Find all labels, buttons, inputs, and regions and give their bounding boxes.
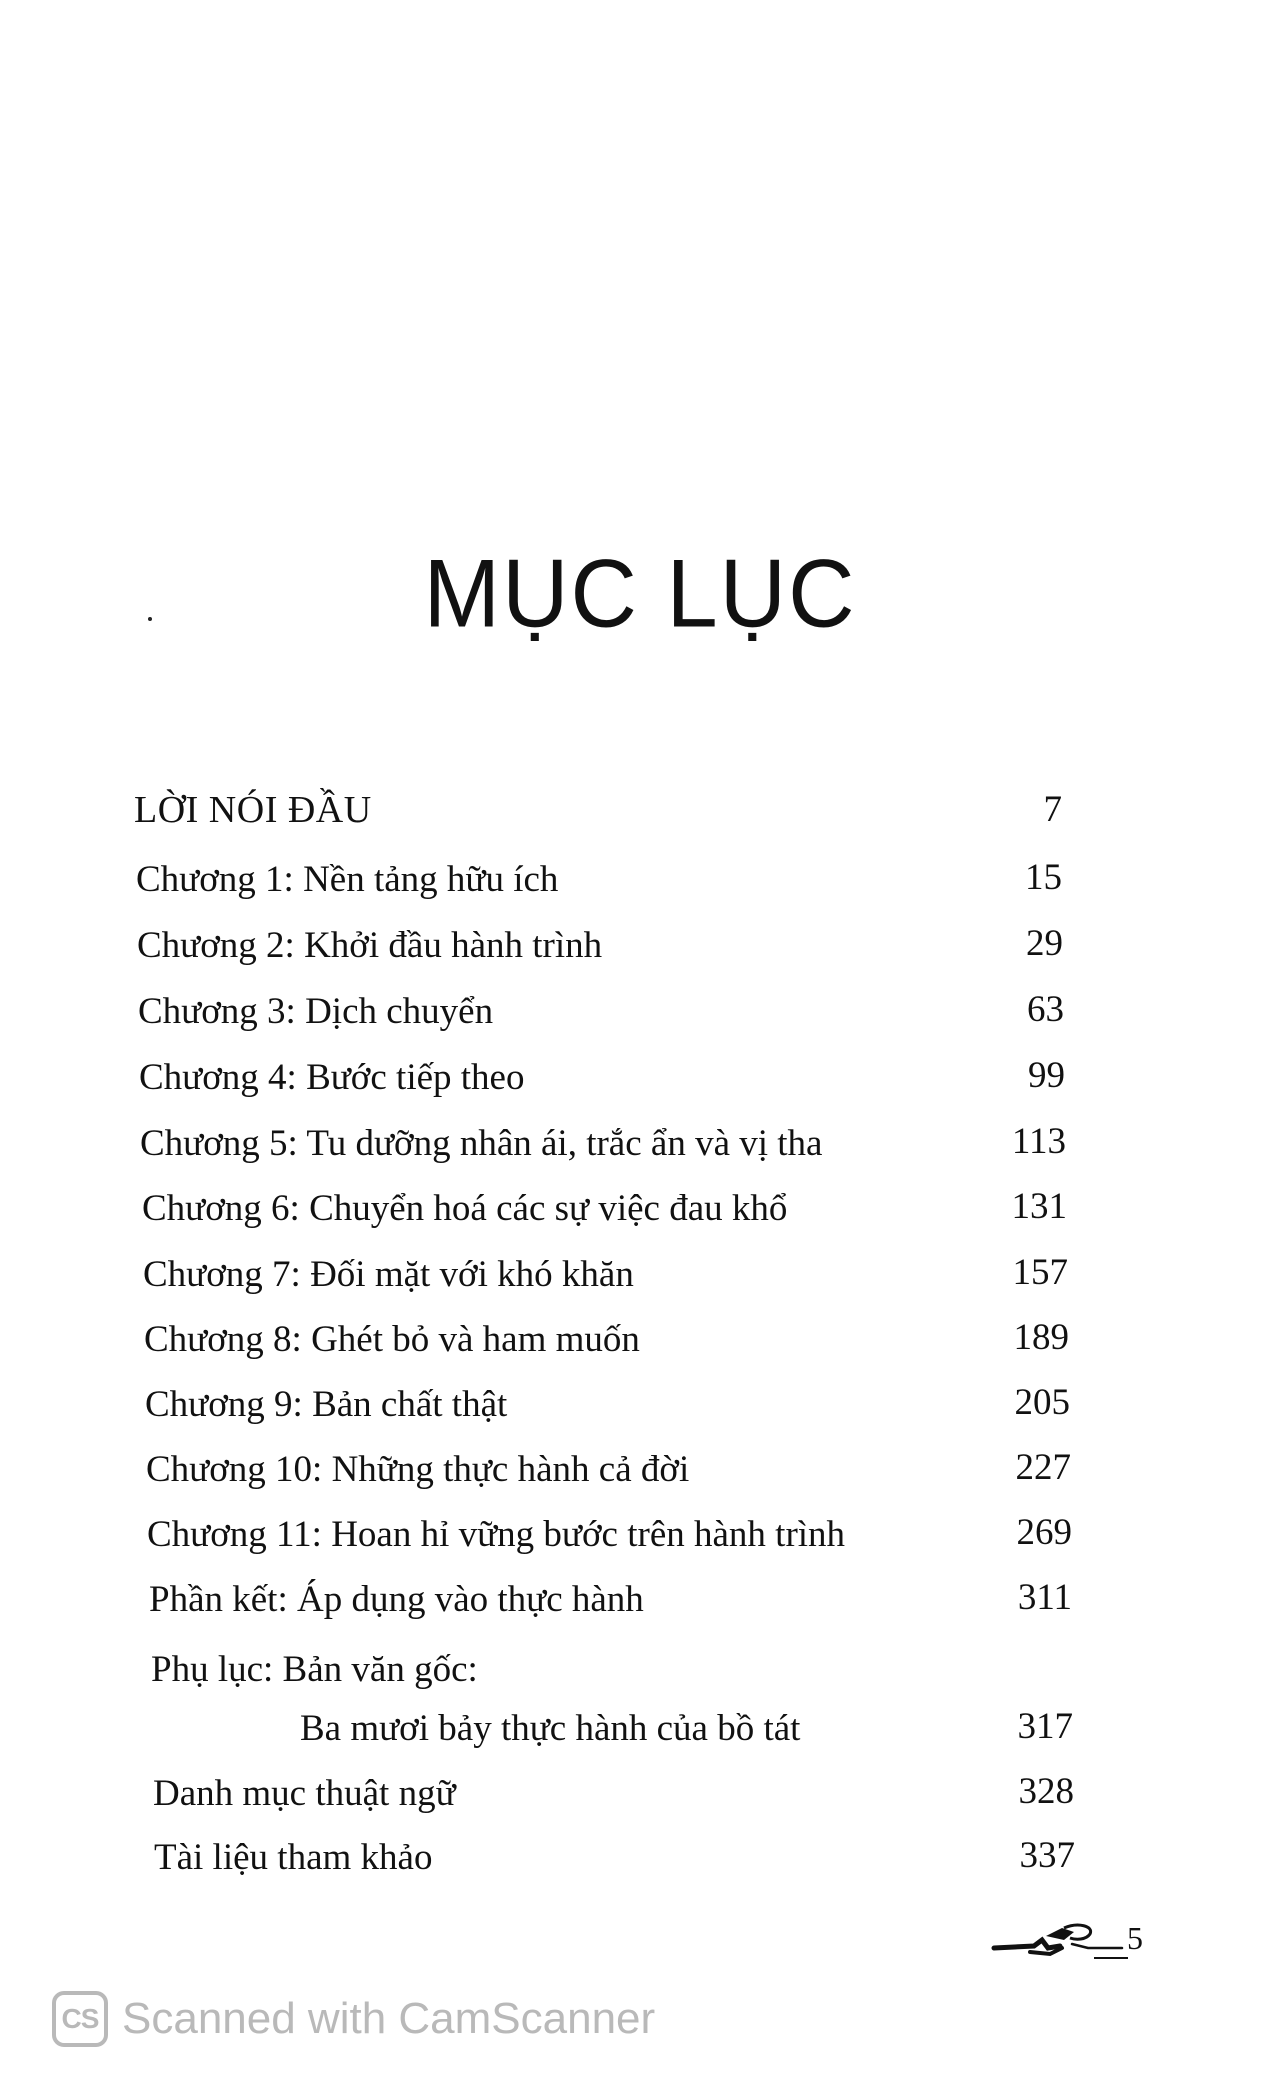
toc-entry-label: LỜI NÓI ĐẦU [134, 789, 372, 831]
toc-entry-page: 113 [1011, 1121, 1066, 1162]
toc-entry-label: Chương 10: Những thực hành cả đời [146, 1449, 690, 1490]
camscanner-logo-icon: CS [52, 1991, 108, 2047]
toc-entry-label: Chương 4: Bước tiếp theo [139, 1057, 525, 1098]
toc-entry-label: Chương 3: Dịch chuyển [138, 991, 494, 1032]
toc-entry-page: 131 [1011, 1186, 1067, 1227]
toc-entry-label: Ba mươi bảy thực hành của bồ tát [300, 1708, 801, 1749]
toc-entry-label: Chương 7: Đối mặt với khó khăn [143, 1254, 634, 1295]
toc-entry-page: 99 [1028, 1055, 1065, 1096]
toc-entry-page: 328 [1018, 1771, 1074, 1812]
camscanner-watermark [52, 1988, 655, 2050]
toc-entry-page: 317 [1017, 1706, 1073, 1747]
page-title: MỤC LỤC [423, 540, 857, 648]
toc-entry-page: 157 [1012, 1252, 1068, 1293]
toc-entry-label: Chương 5: Tu dưỡng nhân ái, trắc ẩn và vị tha [140, 1123, 823, 1164]
toc-entry-label: Phụ lục: Bản văn gốc: [151, 1649, 478, 1690]
toc-entry-label: Chương 2: Khởi đầu hành trình [137, 925, 603, 966]
toc-entry-page: 63 [1027, 989, 1064, 1030]
toc-entry-label: Chương 8: Ghét bỏ và ham muốn [144, 1319, 640, 1360]
watermark-text: Scanned with CamScanner [122, 1994, 656, 2043]
toc-entry-label: Tài liệu tham khảo [154, 1837, 433, 1878]
toc-entry-page: 29 [1026, 923, 1063, 964]
toc-entry-page: 15 [1025, 857, 1062, 898]
decorative-ornament-icon [990, 1918, 1130, 1962]
toc-entry-page: 337 [1019, 1835, 1075, 1876]
toc-entry-label: Phần kết: Áp dụng vào thực hành [149, 1579, 644, 1620]
toc-entry-label: Chương 6: Chuyển hoá các sự việc đau khổ [142, 1188, 788, 1229]
toc-entry-page: 189 [1013, 1317, 1069, 1358]
toc-entry-label: Chương 9: Bản chất thật [145, 1384, 508, 1425]
toc-entry-page: 269 [1016, 1512, 1072, 1553]
toc-entry-page: 7 [1043, 789, 1062, 830]
page-number: 5 [1127, 1920, 1143, 1956]
toc-entry-page: 227 [1015, 1447, 1071, 1488]
toc-entry-label: Chương 11: Hoan hỉ vững bước trên hành trình [147, 1514, 846, 1555]
toc-entry-label: Chương 1: Nền tảng hữu ích [136, 859, 559, 900]
toc-entry-label: Danh mục thuật ngữ [153, 1773, 456, 1814]
toc-entry-page: 311 [1017, 1577, 1072, 1618]
toc-entry-page: 205 [1014, 1382, 1070, 1423]
